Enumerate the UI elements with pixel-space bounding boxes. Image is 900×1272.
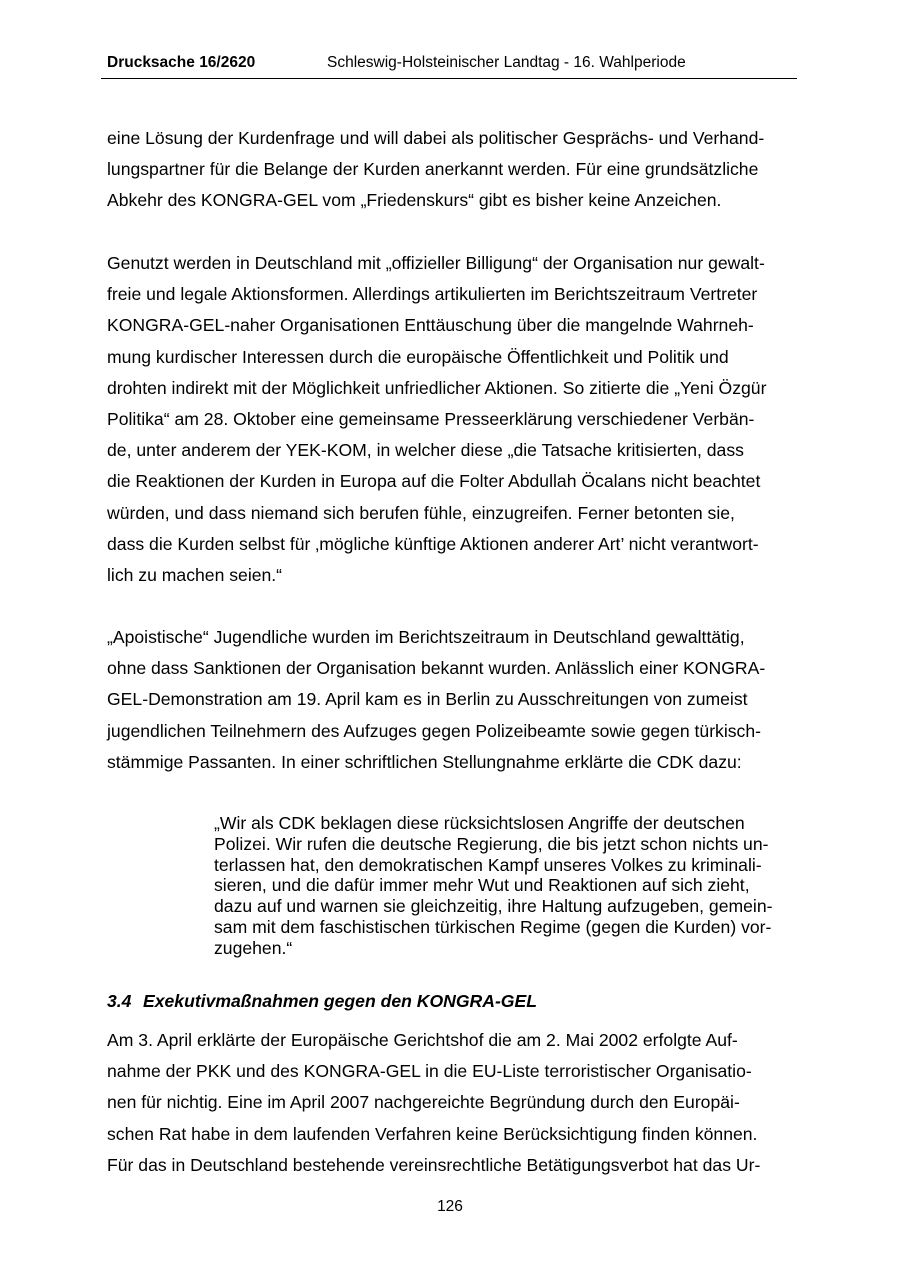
text-line: nen für nichtig. Eine im April 2007 nachgereichte Begründung durch den Europäi- [107, 1092, 740, 1113]
paragraph-4 [107, 1025, 797, 1181]
quote-line: sam mit dem faschistischen türkischen Regime (gegen die Kurden) vor- [214, 916, 772, 937]
text-line: Politika“ am 28. Oktober eine gemeinsame Presseerklärung verschiedener Verbän- [107, 409, 755, 430]
text-line: schen Rat habe in dem laufenden Verfahren keine Berücksichtigung finden können. [107, 1123, 758, 1144]
page-number: 126 [437, 1198, 463, 1215]
text-line: Am 3. April erklärte der Europäische Gerichtshof die am 2. Mai 2002 erfolgte Auf- [107, 1030, 738, 1050]
section-number: 3.4 [107, 991, 132, 1011]
text-line: eine Lösung der Kurdenfrage und will dabei als politischer Gesprächs- und Verhand- [107, 128, 765, 148]
text-line: lungspartner für die Belange der Kurden anerkannt werden. Für eine grundsätzliche [107, 159, 759, 180]
text-line: jugendlichen Teilnehmern des Aufzuges gegen Polizeibeamte sowie gegen türkisch- [107, 720, 761, 741]
text-line: Abkehr des KONGRA-GEL vom „Friedenskurs“ gibt es bisher keine Anzeichen. [107, 190, 722, 211]
quote-line: zugehen.“ [214, 937, 293, 958]
document-number: Drucksache 16/2620 [107, 54, 256, 71]
text-line: freie und legale Aktionsformen. Allerdings artikulierten im Berichtszeitraum Vertreter [107, 284, 758, 305]
text-line: stämmige Passanten. In einer schriftlichen Stellungnahme erklärte die CDK dazu: [107, 751, 742, 772]
text-line: de, unter anderem der YEK-KOM, in welcher diese „die Tatsache kritisierten, dass [107, 440, 744, 461]
text-line: lich zu machen seien.“ [107, 565, 283, 586]
quote-line: terlassen hat, den demokratischen Kampf unseres Volkes zu kriminali- [214, 854, 762, 875]
text-line: KONGRA-GEL-naher Organisationen Enttäuschung über die mangelnde Wahrneh- [107, 315, 754, 336]
text-line: „Apoistische“ Jugendliche wurden im Berichtszeitraum in Deutschland gewalttätig, [107, 627, 745, 647]
quote-line: sieren, und die dafür immer mehr Wut und Reaktionen auf sich zieht, [214, 875, 750, 896]
text-line: Für das in Deutschland bestehende vereinsrechtliche Betätigungsverbot hat das Ur- [107, 1154, 761, 1175]
text-line: drohten indirekt mit der Möglichkeit unfriedlicher Aktionen. So zitierte die „Yeni Özgür [107, 377, 767, 398]
document-title: Schleswig-Holsteinischer Landtag - 16. Wahlperiode [327, 54, 686, 71]
text-line: ohne dass Sanktionen der Organisation bekannt wurden. Anlässlich einer KONGRA- [107, 658, 766, 679]
text-line: GEL-Demonstration am 19. April kam es in Berlin zu Ausschreitungen von zumeist [107, 689, 748, 710]
quote-line: Polizei. Wir rufen die deutsche Regierung, die bis jetzt schon nichts un- [214, 833, 769, 854]
text-line: die Reaktionen der Kurden in Europa auf die Folter Abdullah Öcalans nicht beachtet [107, 471, 761, 492]
text-line: dass die Kurden selbst für ‚mögliche künftige Aktionen anderer Art’ nicht verantwort- [107, 533, 759, 554]
section-title: Exekutivmaßnahmen gegen den KONGRA-GEL [143, 991, 537, 1011]
text-line: Genutzt werden in Deutschland mit „offizieller Billigung“ der Organisation nur gewalt- [107, 253, 765, 273]
text-line: würden, und dass niemand sich berufen fühle, einzugreifen. Ferner betonten sie, [107, 502, 735, 523]
paragraph-2 [107, 248, 797, 591]
page-header [101, 54, 797, 79]
text-line: nahme der PKK und des KONGRA-GEL in die EU-Liste terroristischer Organisatio- [107, 1061, 752, 1082]
section-heading [107, 990, 537, 1012]
paragraph-1 [107, 123, 797, 217]
block-quote [214, 813, 794, 959]
text-line: mung kurdischer Interessen durch die europäische Öffentlichkeit und Politik und [107, 346, 729, 367]
quote-line: dazu auf und warnen sie gleichzeitig, ihre Haltung aufzugeben, gemein- [214, 896, 773, 917]
quote-line: „Wir als CDK beklagen diese rücksichtslosen Angriffe der deutschen [214, 813, 745, 833]
paragraph-3 [107, 622, 797, 778]
